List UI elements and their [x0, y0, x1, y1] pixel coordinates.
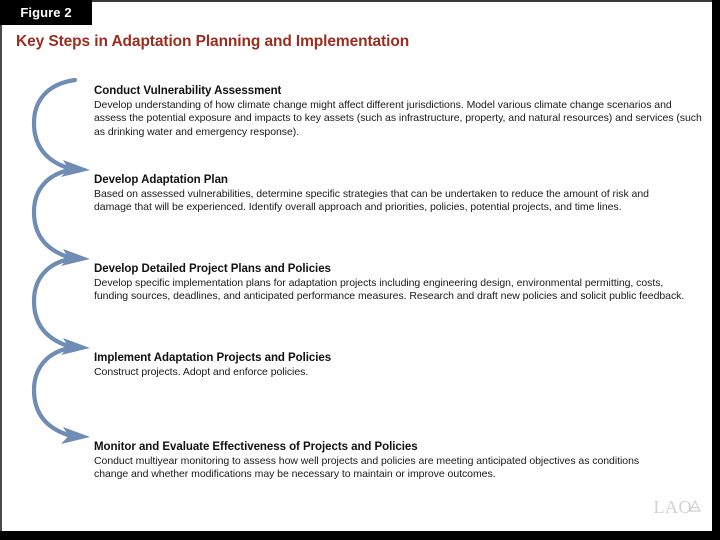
step-heading: Conduct Vulnerability Assessment	[94, 85, 282, 97]
arrow-4	[34, 347, 90, 444]
arrow-3	[34, 258, 90, 355]
step-body: Conduct multiyear monitoring to assess how well projects and policies are meeting anticipated objectives as conditions change and whether modifications may be necessary to maintain or improve outcomes.	[94, 455, 640, 481]
right-border	[712, 0, 720, 540]
process-flow-arrows	[30, 78, 100, 478]
step-heading: Develop Adaptation Plan	[94, 174, 228, 186]
lao-logo	[654, 497, 703, 518]
step-heading: Monitor and Evaluate Effectiveness of Projects and Policies	[94, 441, 418, 453]
figure-title: Key Steps in Adaptation Planning and Implementation	[16, 33, 410, 50]
lao-logo-text: LAO	[653, 497, 692, 517]
step-item	[94, 262, 706, 304]
bottom-border	[0, 531, 720, 540]
step-body: Construct projects. Adopt and enforce policies.	[94, 366, 309, 378]
arrow-1	[34, 80, 90, 177]
figure-number-tab	[0, 0, 92, 25]
step-body: Develop understanding of how climate change might affect different jurisdictions. Model various climate change scenarios and assess the potential exposure and impacts to key assets (such as infrastructure, property, and natural resources) and services (such as drinking water and emergency response).	[94, 99, 702, 138]
top-rule	[0, 0, 713, 2]
left-rule	[0, 0, 2, 532]
step-body: Based on assessed vulnerabilities, determine specific strategies that can be undertaken to reduce the amount of risk and damage that will be experienced. Identify overall approach and priorities, policies, potential projects, and time lines.	[94, 188, 649, 214]
arrow-2	[34, 169, 90, 266]
step-heading: Develop Detailed Project Plans and Policies	[94, 263, 331, 275]
step-item	[94, 84, 706, 139]
figure-number-label: Figure 2	[20, 5, 72, 20]
step-heading: Implement Adaptation Projects and Policies	[94, 352, 332, 364]
step-item	[94, 351, 706, 379]
step-item	[94, 173, 706, 215]
step-item	[94, 440, 706, 482]
step-body: Develop specific implementation plans for adaptation projects including engineering design, environmental permitting, costs, funding sources, deadlines, and anticipated performance measures. Research and draft new policies and solicit public feedback.	[94, 277, 685, 303]
lao-logo-mark-icon	[688, 497, 702, 518]
